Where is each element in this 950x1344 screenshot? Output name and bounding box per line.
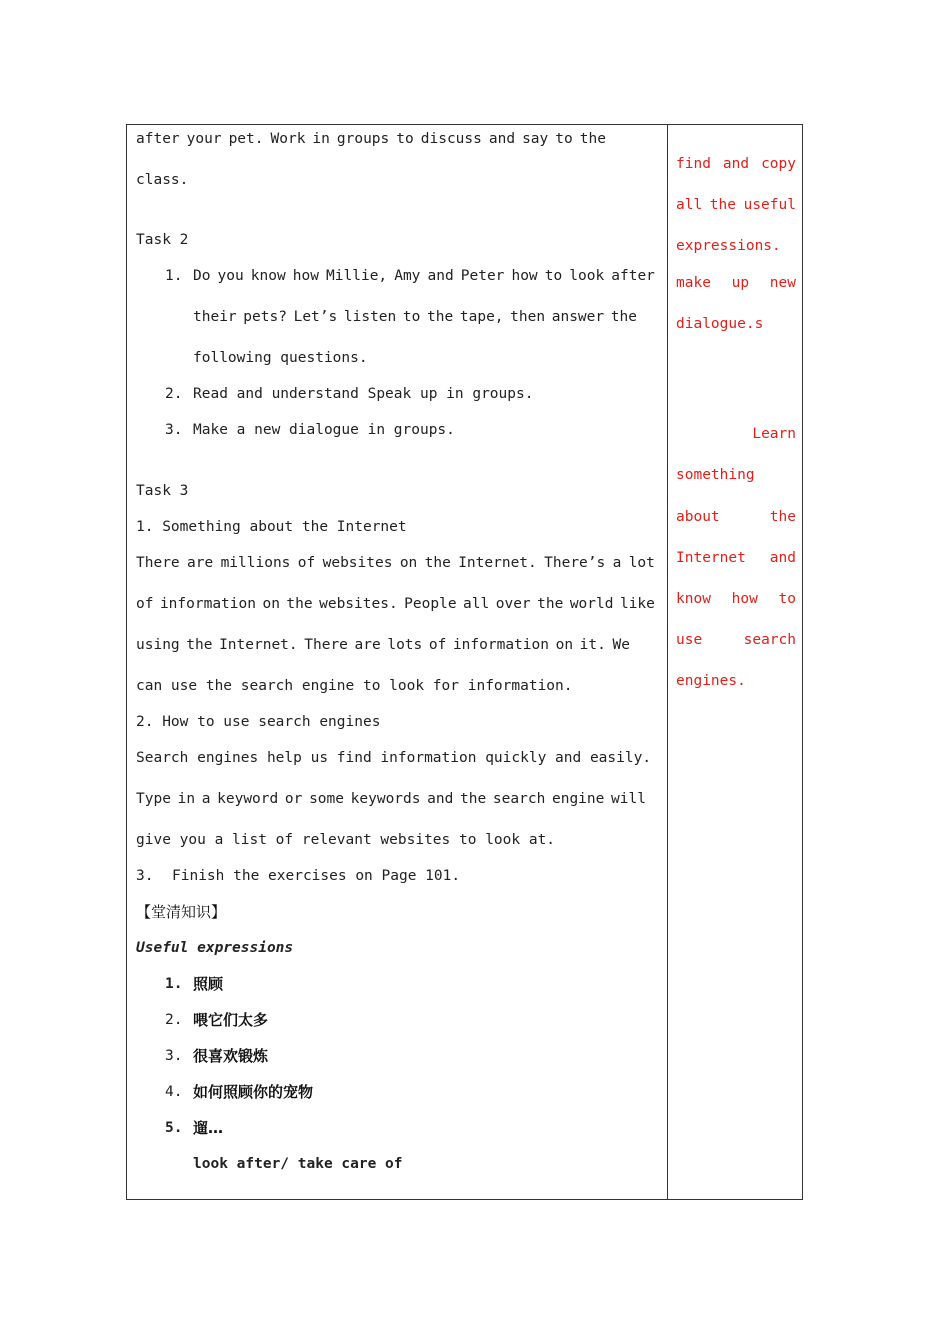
expression-3: 很喜欢锻炼 [193, 1047, 269, 1065]
word: it. [579, 637, 606, 653]
task3-para1-line3 [136, 635, 630, 655]
word: of [136, 596, 154, 612]
expression-3-num: 3. [165, 1048, 183, 1064]
task2-item-3-num: 3. [165, 422, 183, 438]
note2-line1: Learn [752, 426, 796, 442]
word: People [404, 596, 457, 612]
word: keywords [350, 791, 421, 807]
task2-title: Task 2 [136, 232, 189, 248]
word: websites. [319, 596, 398, 612]
word: after [136, 131, 180, 147]
word: the [769, 509, 796, 525]
expression-5: 遛… [193, 1119, 224, 1137]
expression-4-num: 4. [165, 1084, 183, 1100]
word: and [722, 156, 750, 172]
expression-5-num: 5. [165, 1120, 183, 1136]
note2-line2: something [676, 467, 755, 483]
word: in [177, 791, 196, 807]
word: websites [322, 555, 393, 571]
word: in [312, 131, 330, 147]
word: a [201, 791, 211, 807]
word: the [579, 131, 606, 147]
word: are [187, 555, 214, 571]
word: There [304, 637, 348, 653]
word: the [537, 596, 564, 612]
expression-1: 照顾 [193, 975, 224, 993]
word: Type [136, 791, 171, 807]
word: Let’s [293, 309, 338, 325]
note1-line5: dialogue.s [676, 316, 764, 332]
word: like [619, 596, 655, 612]
task3-para1-line1 [136, 553, 655, 573]
task3-para1-line2 [136, 594, 655, 614]
task2-item-1-line2 [193, 307, 637, 327]
word: lot [628, 555, 655, 571]
word: groups [336, 131, 390, 147]
task3-para2-line1: Search engines help us find information quickly and easily. [136, 750, 652, 766]
word: the [427, 309, 454, 325]
word: world [569, 596, 614, 612]
task2-item-1-line1 [193, 266, 655, 286]
word: the [286, 596, 313, 612]
word: We [612, 637, 630, 653]
word: Millie, [326, 268, 388, 284]
word: to [402, 309, 421, 325]
word: keyword [217, 791, 279, 807]
word: all [463, 596, 490, 612]
intro-line-2: class. [136, 172, 189, 188]
word: the [709, 197, 736, 213]
useful-expressions-heading: Useful expressions [136, 940, 294, 956]
word: some [309, 791, 344, 807]
word: There’s [544, 555, 606, 571]
word: on [555, 637, 574, 653]
word: and [769, 550, 796, 566]
word: of [428, 637, 447, 653]
task2-item-2-num: 2. [165, 386, 183, 402]
word: are [354, 637, 381, 653]
task3-para2-line3: give you a list of relevant websites to look at. [136, 832, 556, 848]
word: millions [220, 555, 291, 571]
word: answer [551, 309, 605, 325]
word: you [217, 268, 244, 284]
word: find [676, 156, 711, 172]
task3-sub3: Finish the exercises on Page 101. [172, 868, 461, 884]
word: up [731, 275, 750, 291]
word: tape, [459, 309, 504, 325]
word: Internet [676, 550, 746, 566]
task3-sub1: 1. Something about the Internet [136, 519, 407, 535]
note2-line4 [676, 548, 796, 568]
word: their [193, 309, 237, 325]
task3-sub2: 2. How to use search engines [136, 714, 381, 730]
task2-item-2: Read and understand Speak up in groups. [193, 386, 534, 402]
word: information [159, 596, 256, 612]
word: and [488, 131, 516, 147]
word: to [396, 131, 414, 147]
note2-line5 [676, 589, 796, 609]
word: how [292, 268, 319, 284]
word: Internet. [219, 637, 298, 653]
word: about [676, 509, 720, 525]
word: the [460, 791, 487, 807]
word: your [186, 131, 222, 147]
word: using [136, 637, 180, 653]
column-divider [667, 125, 668, 1199]
note1-line3: expressions. [676, 238, 781, 254]
task2-item-1-line3: following questions. [193, 350, 368, 366]
word: the [610, 309, 637, 325]
word: copy [761, 156, 796, 172]
word: the [424, 555, 451, 571]
word: the [186, 637, 213, 653]
word: Work [270, 131, 306, 147]
word: useful [743, 197, 796, 213]
task3-title: Task 3 [136, 483, 189, 499]
word: pet. [228, 131, 264, 147]
note1-line2 [676, 195, 796, 215]
word: Do [193, 268, 211, 284]
word: make [676, 275, 711, 291]
word: new [769, 275, 796, 291]
word: search [492, 791, 546, 807]
word: or [284, 791, 303, 807]
word: will [611, 791, 646, 807]
lesson-table [126, 124, 803, 1200]
intro-line-1 [136, 129, 606, 149]
knowledge-heading: 【堂清知识】 [136, 903, 227, 921]
word: of [297, 555, 316, 571]
word: information [452, 637, 549, 653]
word: Internet. [458, 555, 537, 571]
word: say [522, 131, 549, 147]
word: all [676, 197, 703, 213]
word: after [611, 268, 655, 284]
word: look [569, 268, 605, 284]
word: know [250, 268, 286, 284]
word: pets? [243, 309, 287, 325]
word: know [676, 591, 711, 607]
task2-item-3: Make a new dialogue in groups. [193, 422, 455, 438]
note1-line4 [676, 273, 796, 293]
expression-4: 如何照顾你的宠物 [193, 1083, 314, 1101]
word: to [544, 268, 563, 284]
word: There [136, 555, 180, 571]
word: to [778, 591, 796, 607]
expression-2-num: 2. [165, 1012, 183, 1028]
note2-line7: engines. [676, 673, 746, 689]
word: Amy [394, 268, 421, 284]
task3-para1-line4: can use the search engine to look for information. [136, 678, 573, 694]
word: on [399, 555, 418, 571]
word: a [612, 555, 622, 571]
task3-para2-line2 [136, 789, 646, 809]
note2-line3 [676, 507, 796, 527]
expression-2: 喂它们太多 [193, 1011, 269, 1029]
word: then [510, 309, 546, 325]
note2-line6 [676, 630, 796, 650]
task3-sub3-num: 3. [136, 868, 154, 884]
task2-item-1-num: 1. [165, 268, 183, 284]
expression-1-num: 1. [165, 976, 183, 992]
word: search [743, 632, 796, 648]
word: engine [551, 791, 605, 807]
word: on [262, 596, 280, 612]
answer-line: look after/ take care of [193, 1156, 403, 1172]
word: and [427, 268, 454, 284]
word: over [495, 596, 531, 612]
word: how [511, 268, 538, 284]
word: use [676, 632, 703, 648]
word: and [427, 791, 454, 807]
word: Peter [460, 268, 505, 284]
word: listen [343, 309, 397, 325]
word: discuss [420, 131, 482, 147]
word: how [731, 591, 758, 607]
note1-line1 [676, 154, 796, 174]
word: to [555, 131, 573, 147]
word: lots [387, 637, 423, 653]
